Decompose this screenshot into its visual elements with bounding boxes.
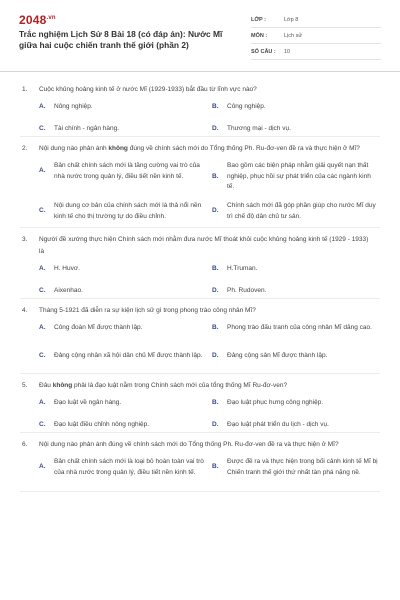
option-letter: A. xyxy=(39,399,46,406)
option-letter: D. xyxy=(212,125,219,132)
question-text-part: Người đề xướng thực hiện Chính sách mới nhằm đưa nước Mĩ thoát khỏi cuộc khủng hoảng kinh tế (1929 - 1933) là xyxy=(39,236,369,255)
options-grid xyxy=(0,96,400,136)
question-text xyxy=(22,143,372,155)
option-letter: A. xyxy=(39,167,46,175)
meta-key: MÔN : xyxy=(251,32,268,39)
option-text: H.Truman. xyxy=(227,265,258,272)
question-body xyxy=(39,439,372,451)
question-text xyxy=(22,305,372,317)
question-number: 2. xyxy=(22,145,28,152)
question-text-part: Cuộc khủng hoảng kinh tế ở nước Mĩ (1929-1933) bắt đầu từ lĩnh vực nào? xyxy=(39,86,257,93)
question-text-part: phải là đạo luật nằm trong Chính sách mới của tổng thống Mĩ Ru-đơ-ven? xyxy=(72,382,288,389)
question-text-part: Nội dung nào phản ánh xyxy=(39,145,109,152)
options-grid xyxy=(0,392,400,432)
question-body xyxy=(39,305,372,317)
question-text xyxy=(22,84,372,96)
option-letter: A. xyxy=(39,324,46,331)
option-letter: D. xyxy=(212,207,219,215)
option-text: Nông nghiệp. xyxy=(54,103,93,110)
option-text: Phong trào đấu tranh của công nhân Mĩ dâng cao. xyxy=(227,324,372,331)
meta-key: SỐ CÂU : xyxy=(251,48,276,55)
option-text: Aixenhao. xyxy=(54,287,83,294)
header-divider xyxy=(0,71,400,72)
question-body xyxy=(39,234,372,258)
question-number: 4. xyxy=(22,307,28,314)
page-title: Trắc nghiệm Lịch Sử 8 Bài 18 (có đáp án): Nước Mĩ giữa hai cuộc chiến tranh thế giới (phần 2) xyxy=(19,29,223,50)
options-grid xyxy=(0,451,400,491)
options-grid xyxy=(0,317,400,373)
option-letter: B. xyxy=(212,399,219,406)
option-text: Đạo luật phát triển du lịch - dịch vụ. xyxy=(227,421,329,428)
question-list xyxy=(0,78,400,492)
meta-row-subject xyxy=(251,28,381,44)
question-body xyxy=(39,143,372,155)
option-text: Đạo luật điều chỉnh nông nghiệp. xyxy=(54,421,150,428)
options-grid xyxy=(0,155,400,227)
meta-row-count xyxy=(251,44,381,60)
question-number: 3. xyxy=(22,236,28,243)
option-text: Bao gồm các biện pháp nhằm giải quyết nạn thất nghiệp, phục hồi sự phát triển của các ngành kinh tế. xyxy=(227,162,371,190)
option-text: Ph. Rudoven. xyxy=(227,287,267,294)
option-text: Đảng cộng nhân xã hội dân chủ Mĩ được thành lập. xyxy=(54,352,203,359)
option-letter: C. xyxy=(39,421,46,428)
option-text: Bản chất chính sách mới là tăng cường vai trò của nhà nước trong quản lý, điều tiết nền kinh tế. xyxy=(54,162,200,180)
option-letter: B. xyxy=(212,324,219,331)
options-grid xyxy=(0,258,400,298)
question-item xyxy=(0,299,400,374)
option-letter: D. xyxy=(212,287,219,294)
meta-value: 10 xyxy=(284,48,291,55)
meta-value: Lịch sử xyxy=(284,32,303,39)
option-text: Đạo luật về ngân hàng. xyxy=(54,399,122,406)
option-text: Được đề ra và thực hiện trong bối cảnh kinh tế Mĩ bị Chiến tranh thế giới thứ nhất tàn phá nặng nề. xyxy=(227,458,378,476)
question-body xyxy=(39,380,372,392)
option-text: Đảng cộng sản Mĩ được thành lập. xyxy=(227,352,328,359)
question-text-part: Nội dung nào phản ánh đúng về chính sách mới do Tổng thống Ph. Ru-đơ-ven đề ra và thực hiện ở Mĩ? xyxy=(39,441,339,448)
meta-value: Lớp 8 xyxy=(284,16,299,23)
option-letter: A. xyxy=(39,463,46,471)
option-letter: B. xyxy=(212,103,219,110)
question-item xyxy=(0,228,400,299)
question-text xyxy=(22,439,372,451)
meta-row-grade xyxy=(251,12,381,28)
option-letter: B. xyxy=(212,172,219,180)
site-logo[interactable] xyxy=(19,13,56,27)
option-letter: B. xyxy=(212,265,219,272)
option-letter: C. xyxy=(39,287,46,294)
option-text: Công đoàn Mĩ được thành lập. xyxy=(54,324,143,331)
question-number: 1. xyxy=(22,86,28,93)
option-letter: C. xyxy=(39,207,46,215)
question-divider xyxy=(20,491,380,492)
logo-text: 2048 xyxy=(19,13,47,27)
option-text: Thương mại - dịch vụ. xyxy=(227,125,291,132)
question-emphasis: không xyxy=(52,382,73,389)
option-text: Tài chính - ngân hàng. xyxy=(54,125,120,132)
question-item xyxy=(0,374,400,433)
option-letter: C. xyxy=(39,125,46,132)
question-body xyxy=(39,84,372,96)
question-text-part: Đâu xyxy=(39,382,53,389)
meta-key: LỚP : xyxy=(251,16,266,23)
question-emphasis: không xyxy=(108,145,128,152)
question-text-part: đúng về chính sách mới do Tổng thống Ph. Ru-đơ-ven đề ra và thực hiện ở Mĩ? xyxy=(127,145,360,152)
option-letter: D. xyxy=(212,421,219,428)
option-letter: A. xyxy=(39,103,46,110)
option-letter: B. xyxy=(212,463,219,471)
meta-table xyxy=(251,12,381,60)
question-item xyxy=(0,78,400,137)
question-text-part: Tháng 5-1921 đã diễn ra sự kiện lịch sử gì trong phong trào công nhân Mĩ? xyxy=(39,307,256,314)
option-letter: A. xyxy=(39,265,46,272)
question-item xyxy=(0,433,400,492)
question-text xyxy=(22,234,372,258)
option-text: Chính sách mới đã góp phần giúp cho nước Mĩ duy trì chế độ dân chủ tư sản. xyxy=(227,202,376,220)
header xyxy=(0,0,400,72)
option-text: Đạo luật phục hưng công nghiệp. xyxy=(227,399,324,406)
option-letter: D. xyxy=(212,352,219,359)
question-number: 6. xyxy=(22,441,28,448)
question-item xyxy=(0,137,400,228)
option-letter: C. xyxy=(39,352,46,359)
option-text: Công nghiệp. xyxy=(227,103,266,110)
logo-suffix: .vn xyxy=(46,15,56,21)
question-text xyxy=(22,380,372,392)
question-number: 5. xyxy=(22,382,28,389)
option-text: H. Huvơ. xyxy=(54,265,80,272)
option-text: Nội dung cơ bản của chính sách mới là thả nổi nền kinh tế cho thị trường tự do điều chỉnh. xyxy=(54,202,202,220)
option-text: Bản chất chính sách mới là loại bỏ hoàn toàn vai trò của nhà nước trong quản lý, điều tiết nền kinh tế. xyxy=(54,458,204,476)
